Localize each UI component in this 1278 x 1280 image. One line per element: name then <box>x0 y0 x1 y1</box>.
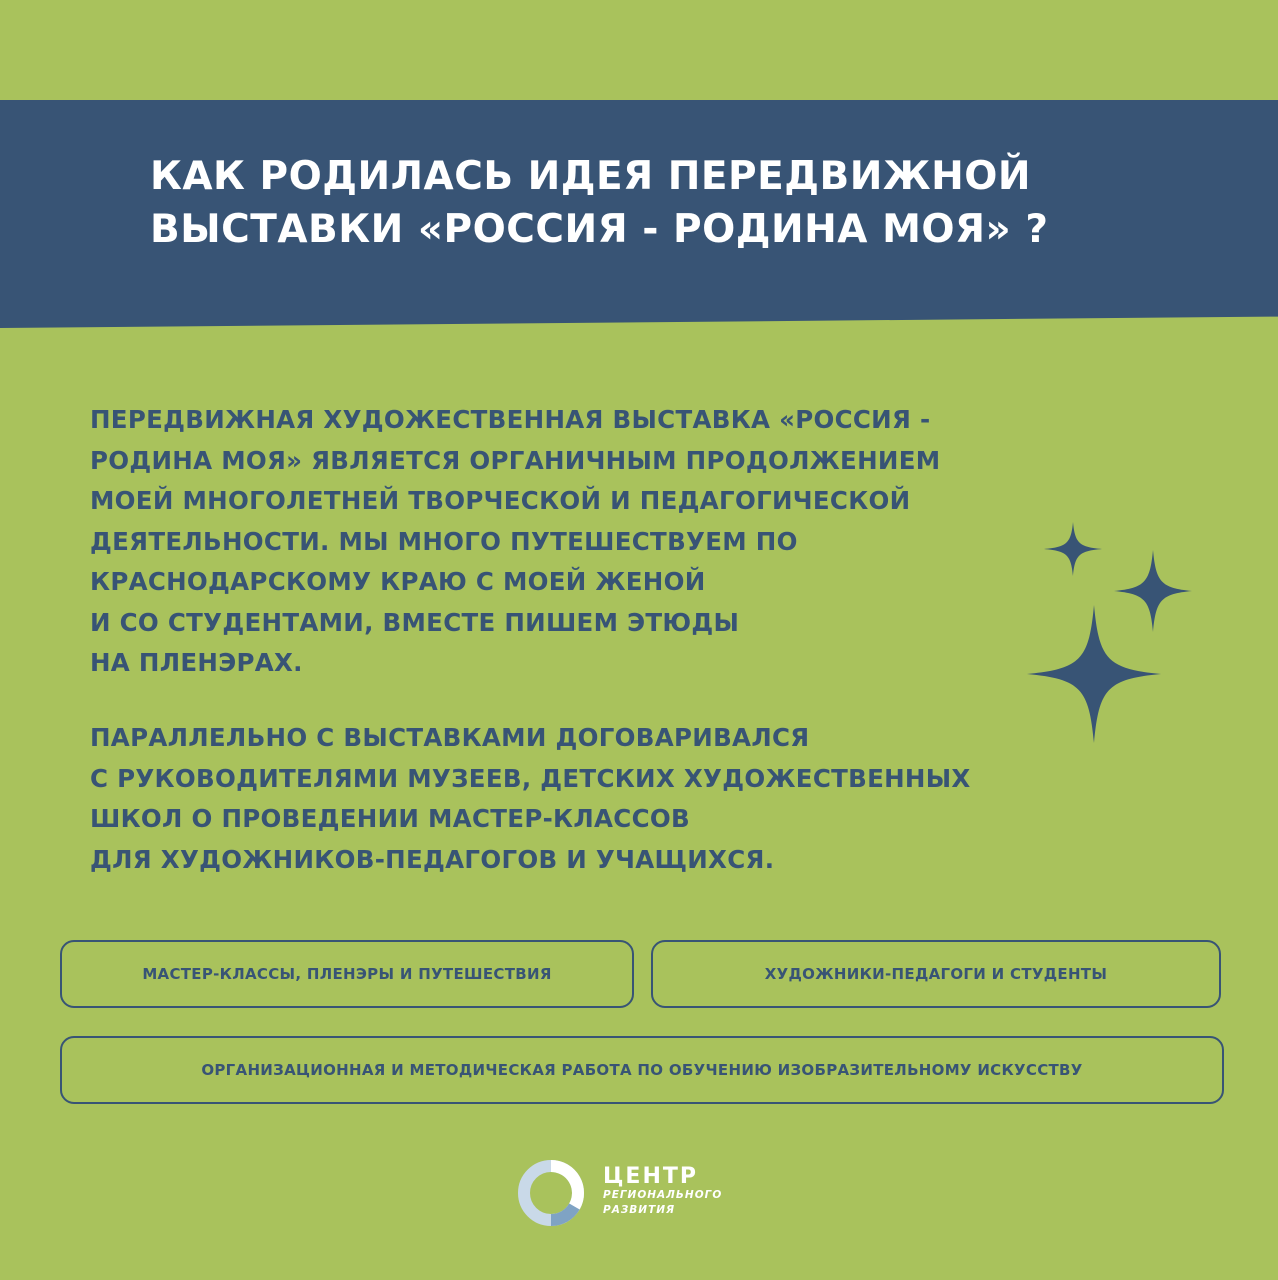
body-paragraph-1: ПЕРЕДВИЖНАЯ ХУДОЖЕСТВЕННАЯ ВЫСТАВКА «РОССИЯ - РОДИНА МОЯ» ЯВЛЯЕТСЯ ОРГАНИЧНЫМ ПРОДОЛЖЕНИЕМ МОЕЙ МНОГОЛЕТНЕЙ ТВОРЧЕСКОЙ И ПЕДАГОГИЧЕСКОЙ ДЕЯТЕЛЬНОСТИ. МЫ МНОГО ПУТЕШЕСТВУЕМ ПО КРАСНОДАРСКОМУ КРАЮ С МОЕЙ ЖЕНОЙ И СО СТУДЕНТАМИ, ВМЕСТЕ ПИШЕМ ЭТЮДЫ НА ПЛЕНЭРАХ. <box>90 405 941 677</box>
ring-logo-icon <box>516 1158 586 1228</box>
tag-workshops: МАСТЕР-КЛАССЫ, ПЛЕНЭРЫ И ПУТЕШЕСТВИЯ <box>60 940 634 1008</box>
tag-artists-teachers: ХУДОЖНИКИ-ПЕДАГОГИ И СТУДЕНТЫ <box>651 940 1221 1008</box>
title-line-1: КАК РОДИЛАСЬ ИДЕЯ ПЕРЕДВИЖНОЙ <box>150 154 1032 199</box>
logo-line-3: РАЗВИТИЯ <box>603 1204 676 1216</box>
sparkle-large-icon <box>1027 605 1161 743</box>
logo-line-1: ЦЕНТР <box>603 1164 698 1189</box>
body-paragraph-2: ПАРАЛЛЕЛЬНО С ВЫСТАВКАМИ ДОГОВАРИВАЛСЯ С РУКОВОДИТЕЛЯМИ МУЗЕЕВ, ДЕТСКИХ ХУДОЖЕСТВЕННЫХ ШКОЛ О ПРОВЕДЕНИИ МАСТЕР-КЛАССОВ ДЛЯ ХУДОЖНИКОВ-ПЕДАГОГОВ И УЧАЩИХСЯ. <box>90 723 971 874</box>
sparkle-small-icon <box>1044 522 1102 576</box>
tag-methodical-work: ОРГАНИЗАЦИОННАЯ И МЕТОДИЧЕСКАЯ РАБОТА ПО ОБУЧЕНИЮ ИЗОБРАЗИТЕЛЬНОМУ ИСКУССТВУ <box>60 1036 1224 1104</box>
page-title <box>150 150 1210 256</box>
logo-line-2: РЕГИОНАЛЬНОГО <box>603 1189 723 1201</box>
logo-wordmark <box>603 1166 722 1218</box>
title-line-2: ВЫСТАВКИ «РОССИЯ - РОДИНА МОЯ» ? <box>150 207 1049 252</box>
